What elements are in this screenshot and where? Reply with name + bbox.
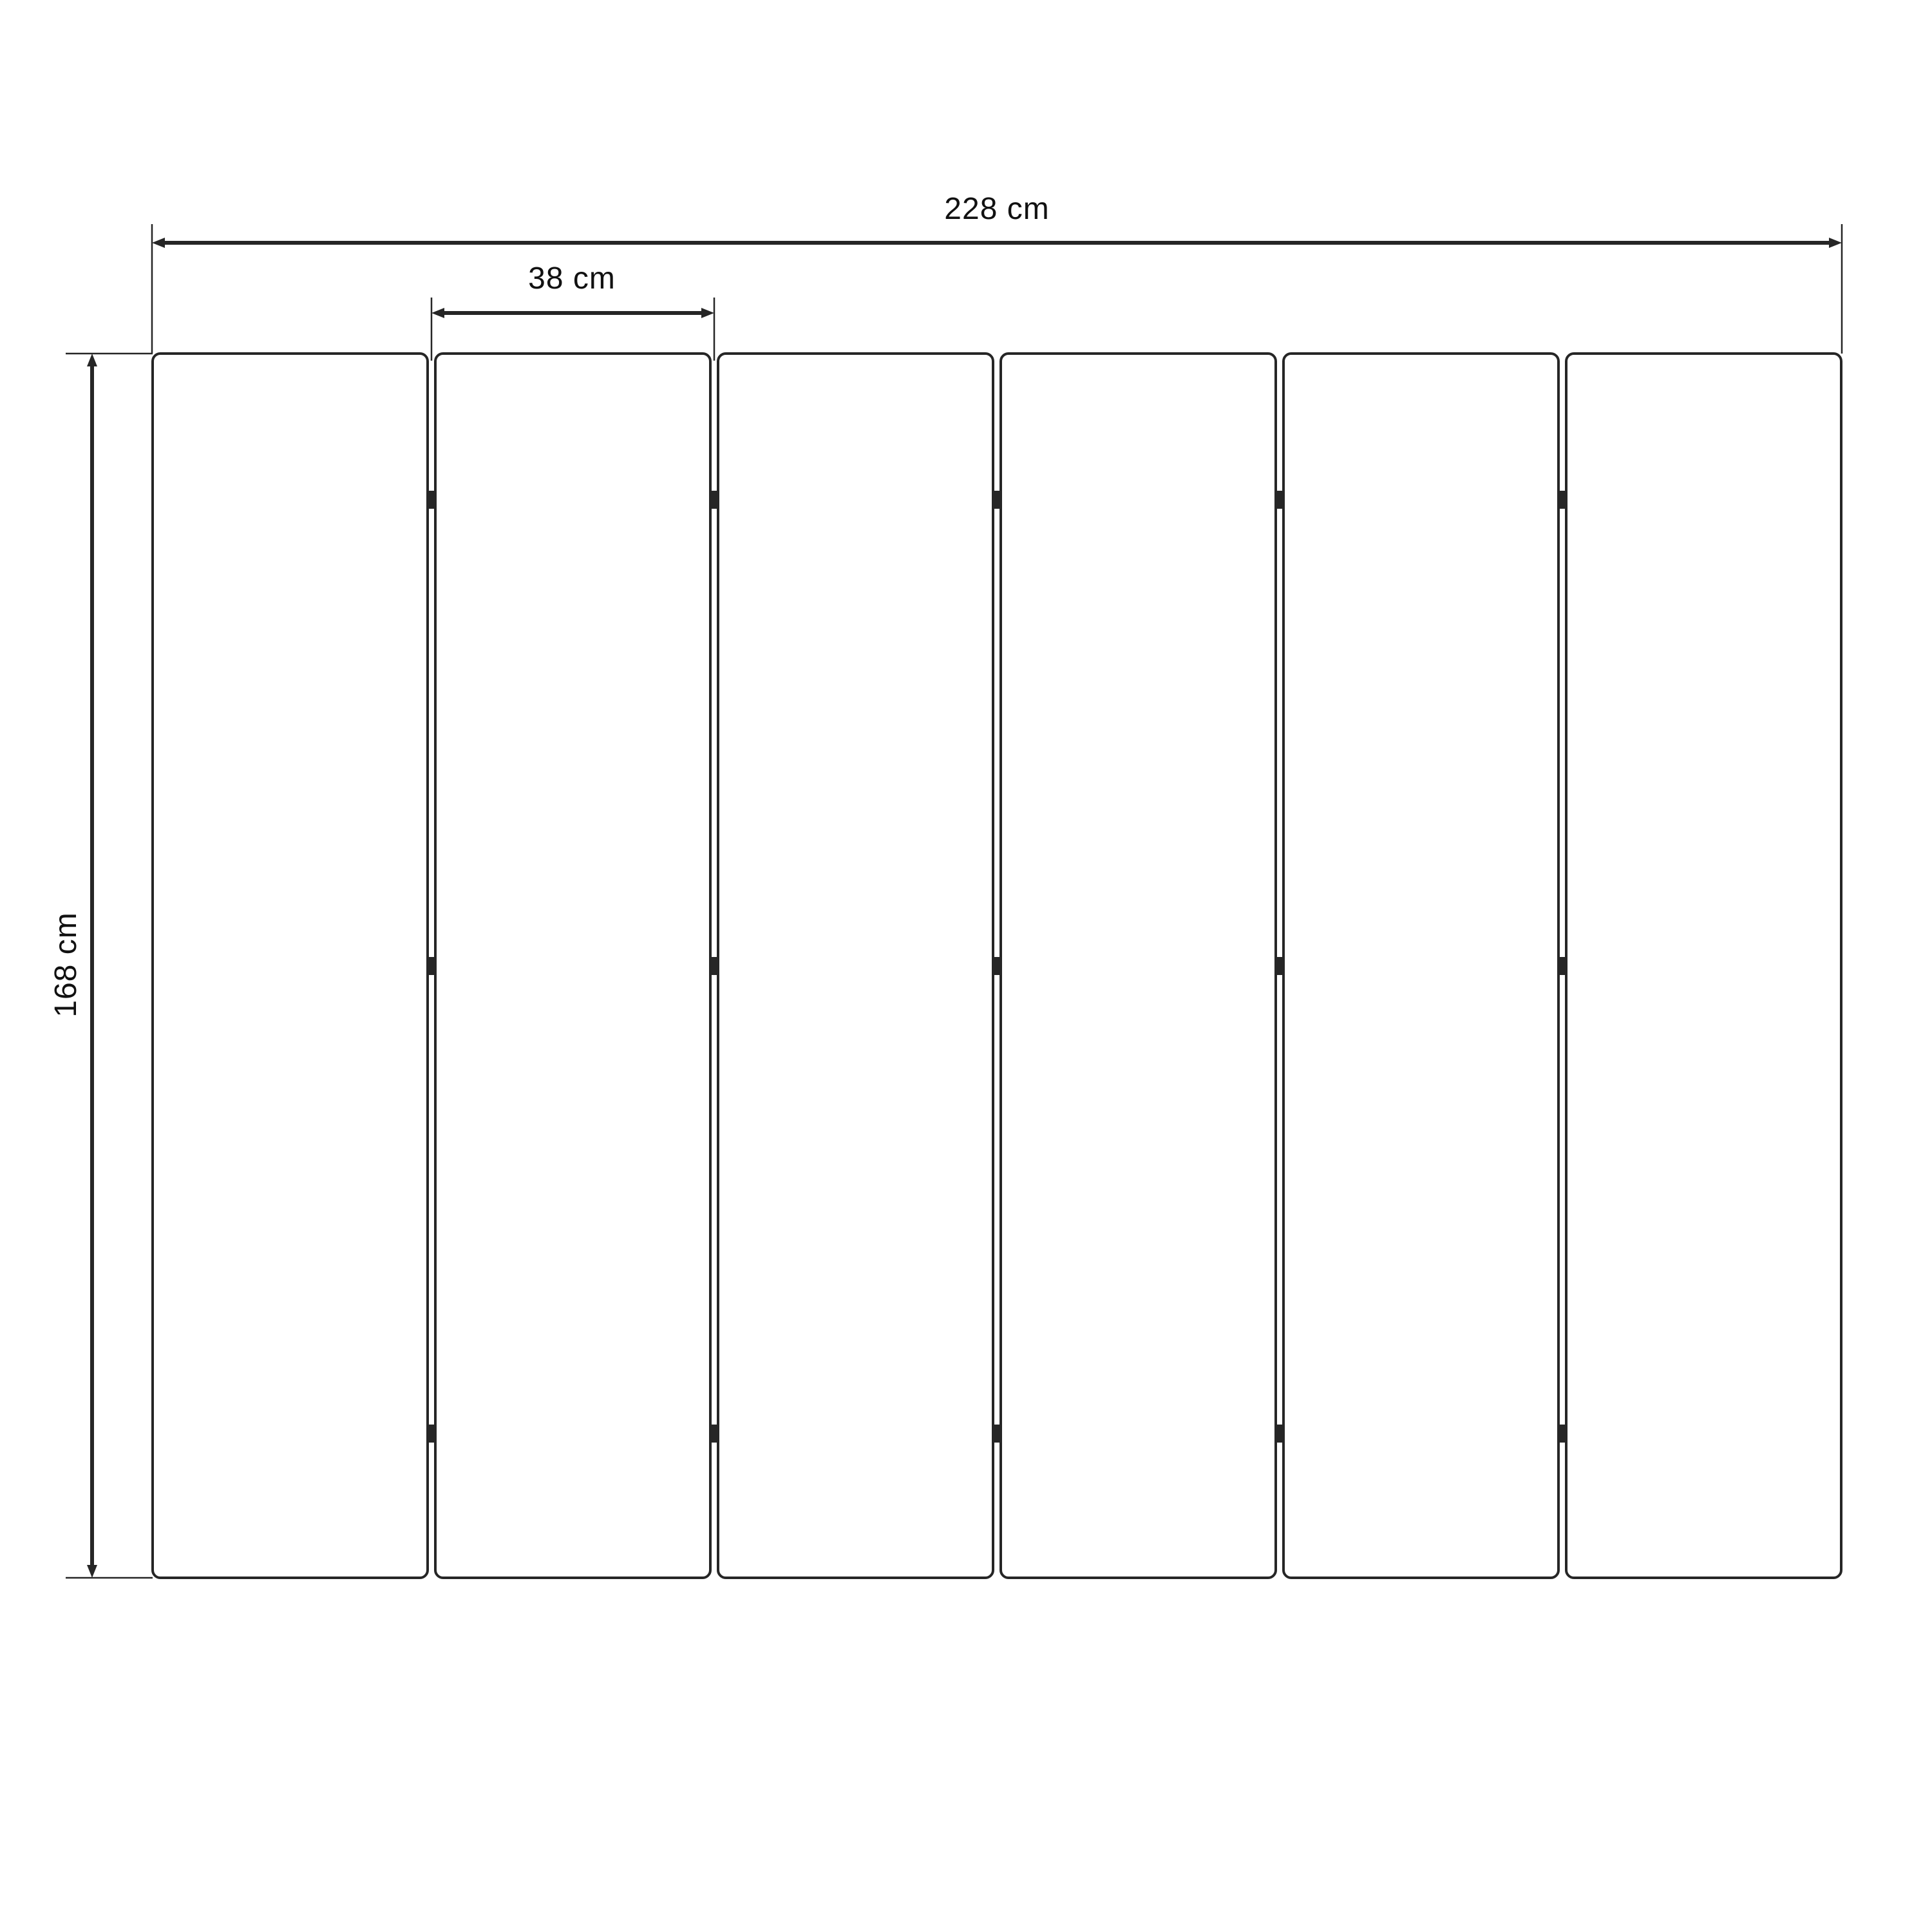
panel: [999, 352, 1277, 1579]
hinge-mark: [992, 957, 1001, 975]
panel: [1565, 352, 1842, 1579]
hinge-mark: [427, 957, 436, 975]
hinge-mark: [710, 957, 719, 975]
panel: [1282, 352, 1560, 1579]
hinge-mark: [1558, 957, 1567, 975]
hinge-mark: [1275, 491, 1284, 509]
hinge-mark: [427, 491, 436, 509]
total-width-dimension: [152, 224, 1842, 354]
hinge-mark: [992, 1425, 1001, 1443]
panel: [151, 352, 429, 1579]
hinge-mark: [1558, 491, 1567, 509]
height-label: 168 cm: [49, 912, 83, 1018]
hinge-mark: [1275, 957, 1284, 975]
hinge-mark: [1558, 1425, 1567, 1443]
hinge-mark: [710, 491, 719, 509]
hinge-mark: [710, 1425, 719, 1443]
panel-width-label: 38 cm: [528, 261, 616, 296]
total-width-label: 228 cm: [944, 192, 1050, 226]
hinge-mark: [1275, 1425, 1284, 1443]
panel-width-dimension: [431, 298, 714, 361]
hinge-mark: [427, 1425, 436, 1443]
panel: [434, 352, 712, 1579]
panel: [717, 352, 994, 1579]
hinge-mark: [992, 491, 1001, 509]
